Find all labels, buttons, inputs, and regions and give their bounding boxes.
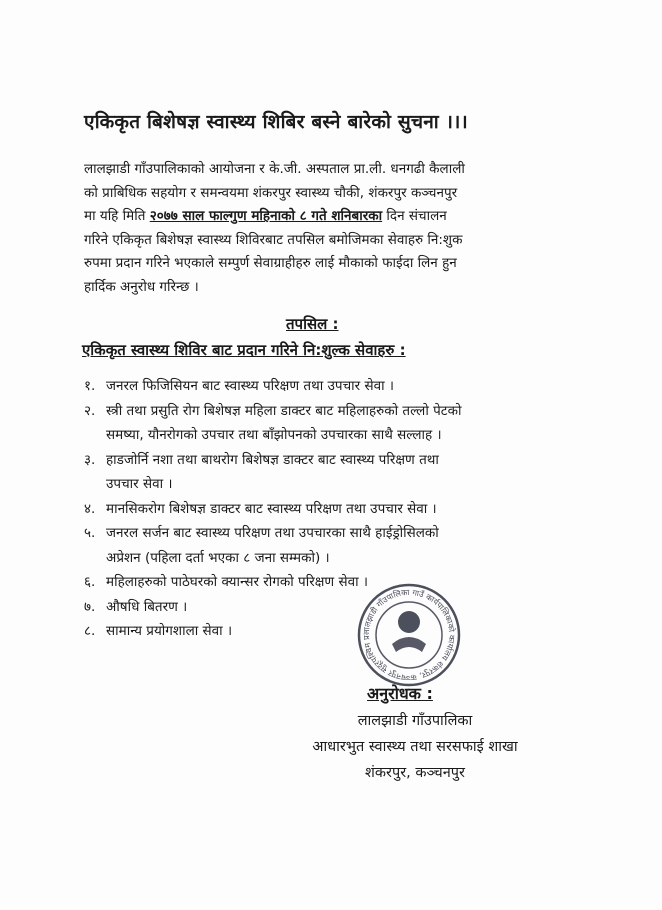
notice-title: एकिकृत बिशेषज्ञ स्वास्थ्य शिबिर बस्ने बारेको सुचना ।।। bbox=[84, 111, 468, 133]
item-text: स्त्री तथा प्रसुति रोग बिशेषज्ञ महिला डाक्टर बाट महिलाहरुको तल्लो पेटको bbox=[106, 402, 462, 419]
paragraph-text: को प्राबिधिक सहयोग र समन्वयमा शंकरपुर स्वास्थ्य चौकी, शंकरपुर कञ्चनपुर bbox=[84, 184, 458, 201]
paragraph-text: दिन संचालन bbox=[382, 208, 447, 224]
paragraph-line bbox=[84, 252, 574, 276]
official-stamp bbox=[356, 582, 462, 688]
signature-line: लालझाडी गाँउपालिका bbox=[357, 713, 473, 729]
item-text: समष्या, यौनरोगको उपचार तथा बाँझोपनको उपचारका साथै सल्लाह । bbox=[106, 427, 442, 443]
item-number: २. bbox=[84, 402, 96, 419]
item-text: महिलाहरुको पाठेघरको क्यान्सर रोगको परिक्षण सेवा । bbox=[106, 574, 369, 590]
signature-block bbox=[270, 680, 560, 786]
item-text: सामान्य प्रयोगशाला सेवा । bbox=[106, 623, 233, 639]
requester-heading: अनुरोधक : bbox=[367, 684, 433, 703]
item-number: ६. bbox=[84, 574, 96, 590]
list-item bbox=[84, 595, 564, 620]
details-subheading: तपसिल : bbox=[286, 315, 339, 333]
item-number: ७. bbox=[84, 598, 96, 615]
paragraph-text: रुपमा प्रदान गरिने भएकाले सम्पुर्ण सेवाग्राहीहरु लाई मौकाको फाईदा लिन हुन bbox=[84, 255, 457, 271]
signature-line: शंकरपुर, कञ्चनपुर bbox=[365, 765, 465, 781]
paragraph-line bbox=[84, 182, 574, 206]
paragraph-line bbox=[84, 205, 574, 229]
signature-line: आधारभुत स्वास्थ्य तथा सरसफाई शाखा bbox=[312, 739, 518, 755]
paragraph-line bbox=[84, 276, 574, 300]
item-text: हाडजोर्नि नशा तथा बाथरोग बिशेषज्ञ डाक्टर बाट स्वास्थ्य परिक्षण तथा bbox=[106, 451, 439, 468]
item-number: ४. bbox=[84, 500, 96, 517]
list-item bbox=[84, 374, 564, 399]
item-text: उपचार सेवा । bbox=[106, 476, 173, 492]
stamp-text: लालझाडी गाँउपालिका गाउँ कार्यपालिकाको कार्यालय शंकरपुर, कञ्चनपुर सुदूरपश्चिम प्र bbox=[361, 587, 457, 683]
stamp-seal-icon bbox=[356, 582, 462, 688]
event-date-highlight: २०७७ साल फाल्गुण महिनाको ८ गते शनिबारका bbox=[149, 208, 383, 224]
paragraph-text: मा यहि मिति bbox=[84, 208, 150, 224]
paragraph-text: हार्दिक अनुरोध गरिन्छ । bbox=[84, 278, 199, 295]
item-text: अप्रेशन (पहिला दर्ता भएका ८ जना सम्मको) । bbox=[106, 549, 330, 566]
list-item bbox=[84, 448, 564, 497]
paragraph-line bbox=[84, 229, 574, 253]
services-heading: एकिकृत स्वास्थ्य शिविर बाट प्रदान गरिने नि:शुल्क सेवाहरु : bbox=[82, 341, 406, 359]
notice-paragraph bbox=[84, 158, 574, 299]
item-text: जनरल फिजिसियन बाट स्वास्थ्य परिक्षण तथा उपचार सेवा । bbox=[106, 378, 395, 394]
item-number: ३. bbox=[84, 451, 96, 468]
list-item bbox=[84, 570, 564, 595]
item-number: १. bbox=[84, 378, 96, 394]
paragraph-text: लालझाडी गाँउपालिकाको आयोजना र के.जी. अस्पताल प्रा.ली. धनगढी कैलाली bbox=[84, 161, 465, 177]
item-number: ८. bbox=[84, 623, 96, 639]
services-list bbox=[84, 374, 564, 644]
item-text: मानसिकरोग बिशेषज्ञ डाक्टर बाट स्वास्थ्य परिक्षण तथा उपचार सेवा । bbox=[106, 500, 437, 517]
paragraph-text: गरिने एकिकृत बिशेषज्ञ स्वास्थ्य शिविरबाट तपसिल बमोजिमका सेवाहरु नि:शुक bbox=[84, 231, 463, 248]
item-text: औषधि बितरण । bbox=[106, 598, 188, 615]
list-item bbox=[84, 521, 564, 570]
list-item bbox=[84, 619, 564, 644]
paragraph-line bbox=[84, 158, 574, 182]
item-text: जनरल सर्जन बाट स्वास्थ्य परिक्षण तथा उपचारका साथै हाईड्रोसिलको bbox=[106, 525, 439, 541]
list-item bbox=[84, 399, 564, 448]
item-number: ५. bbox=[84, 525, 96, 541]
list-item bbox=[84, 497, 564, 522]
